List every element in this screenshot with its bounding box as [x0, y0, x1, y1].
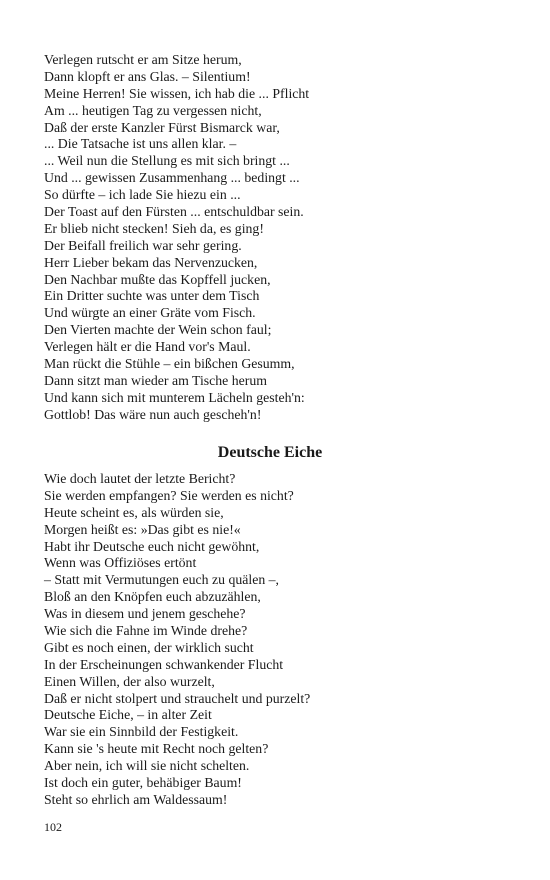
verse-line: Wenn was Offiziöses ertönt	[44, 555, 197, 571]
verse-line: Wie doch lautet der letzte Bericht?	[44, 471, 236, 486]
poem-stanza-continued	[44, 52, 514, 424]
verse-line: Der Toast auf den Fürsten ... entschuldbar sein.	[44, 204, 304, 220]
verse-line: Verlegen rutscht er am Sitze herum,	[44, 52, 242, 67]
verse-line: ... Die Tatsache ist uns allen klar. –	[44, 136, 237, 152]
verse-line: ... Weil nun die Stellung es mit sich bringt ...	[44, 153, 290, 169]
poem-title-text: Deutsche Eiche	[217, 444, 323, 461]
verse-line: Daß er nicht stolpert und strauchelt und purzelt?	[44, 690, 311, 706]
verse-line: Sie werden empfangen? Sie werden es nicht?	[44, 487, 294, 503]
verse-line: War sie ein Sinnbild der Festigkeit.	[44, 724, 239, 740]
verse-line: Und ... gewissen Zusammenhang ... bedingt ...	[44, 170, 300, 186]
verse-line: Herr Lieber bekam das Nervenzucken,	[44, 254, 258, 270]
verse-line: Er blieb nicht stecken! Sieh da, es ging!	[44, 220, 264, 236]
verse-line: Gottlob! Das wäre nun auch gescheh'n!	[44, 406, 262, 422]
verse-line: Aber nein, ich will sie nicht schelten.	[44, 758, 250, 774]
verse-line: Ein Dritter suchte was unter dem Tisch	[44, 288, 260, 304]
verse-line: Daß der erste Kanzler Fürst Bismarck war,	[44, 119, 280, 135]
verse-line: Den Nachbar mußte das Kopffell jucken,	[44, 271, 271, 287]
verse-line: Steht so ehrlich am Waldessaum!	[44, 791, 228, 807]
verse-line: Und kann sich mit munterem Lächeln gesteh'n:	[44, 389, 305, 405]
verse-line: Am ... heutigen Tag zu vergessen nicht,	[44, 102, 262, 118]
verse-line: Morgen heißt es: »Das gibt es nie!«	[44, 521, 241, 537]
verse-line: So dürfte – ich lade Sie hiezu ein ...	[44, 187, 241, 203]
verse-line: Und würgte an einer Gräte vom Fisch.	[44, 305, 256, 321]
poem-title	[0, 443, 510, 463]
verse-line: Verlegen hält er die Hand vor's Maul.	[44, 339, 251, 355]
verse-line: Dann klopft er ans Glas. – Silentium!	[44, 68, 251, 84]
verse-line: Meine Herren! Sie wissen, ich hab die ... Pflicht	[44, 85, 310, 101]
verse-line: Man rückt die Stühle – ein bißchen Gesumm,	[44, 356, 295, 372]
verse-line: In der Erscheinungen schwankender Flucht	[44, 656, 284, 672]
verse-line: Heute scheint es, als würden sie,	[44, 504, 224, 520]
verse-line: Habt ihr Deutsche euch nicht gewöhnt,	[44, 538, 260, 554]
verse-line: Der Beifall freilich war sehr gering.	[44, 237, 242, 253]
verse-line: Deutsche Eiche, – in alter Zeit	[44, 707, 212, 723]
verse-line: Was in diesem und jenem geschehe?	[44, 606, 246, 622]
verse-line: Bloß an den Knöpfen euch abzuzählen,	[44, 589, 261, 605]
verse-line: Ist doch ein guter, behäbiger Baum!	[44, 775, 242, 791]
verse-line: Gibt es noch einen, der wirklich sucht	[44, 639, 254, 655]
poem-stanza-deutsche-eiche	[44, 471, 514, 809]
verse-line: Den Vierten machte der Wein schon faul;	[44, 322, 272, 338]
verse-line: Kann sie 's heute mit Recht noch gelten?	[44, 741, 269, 757]
verse-line: – Statt mit Vermutungen euch zu quälen –,	[44, 572, 280, 588]
verse-line: Dann sitzt man wieder am Tische herum	[44, 372, 268, 388]
verse-line: Wie sich die Fahne im Winde drehe?	[44, 623, 248, 639]
page-number: 102	[44, 820, 62, 834]
verse-line: Einen Willen, der also wurzelt,	[44, 673, 215, 689]
